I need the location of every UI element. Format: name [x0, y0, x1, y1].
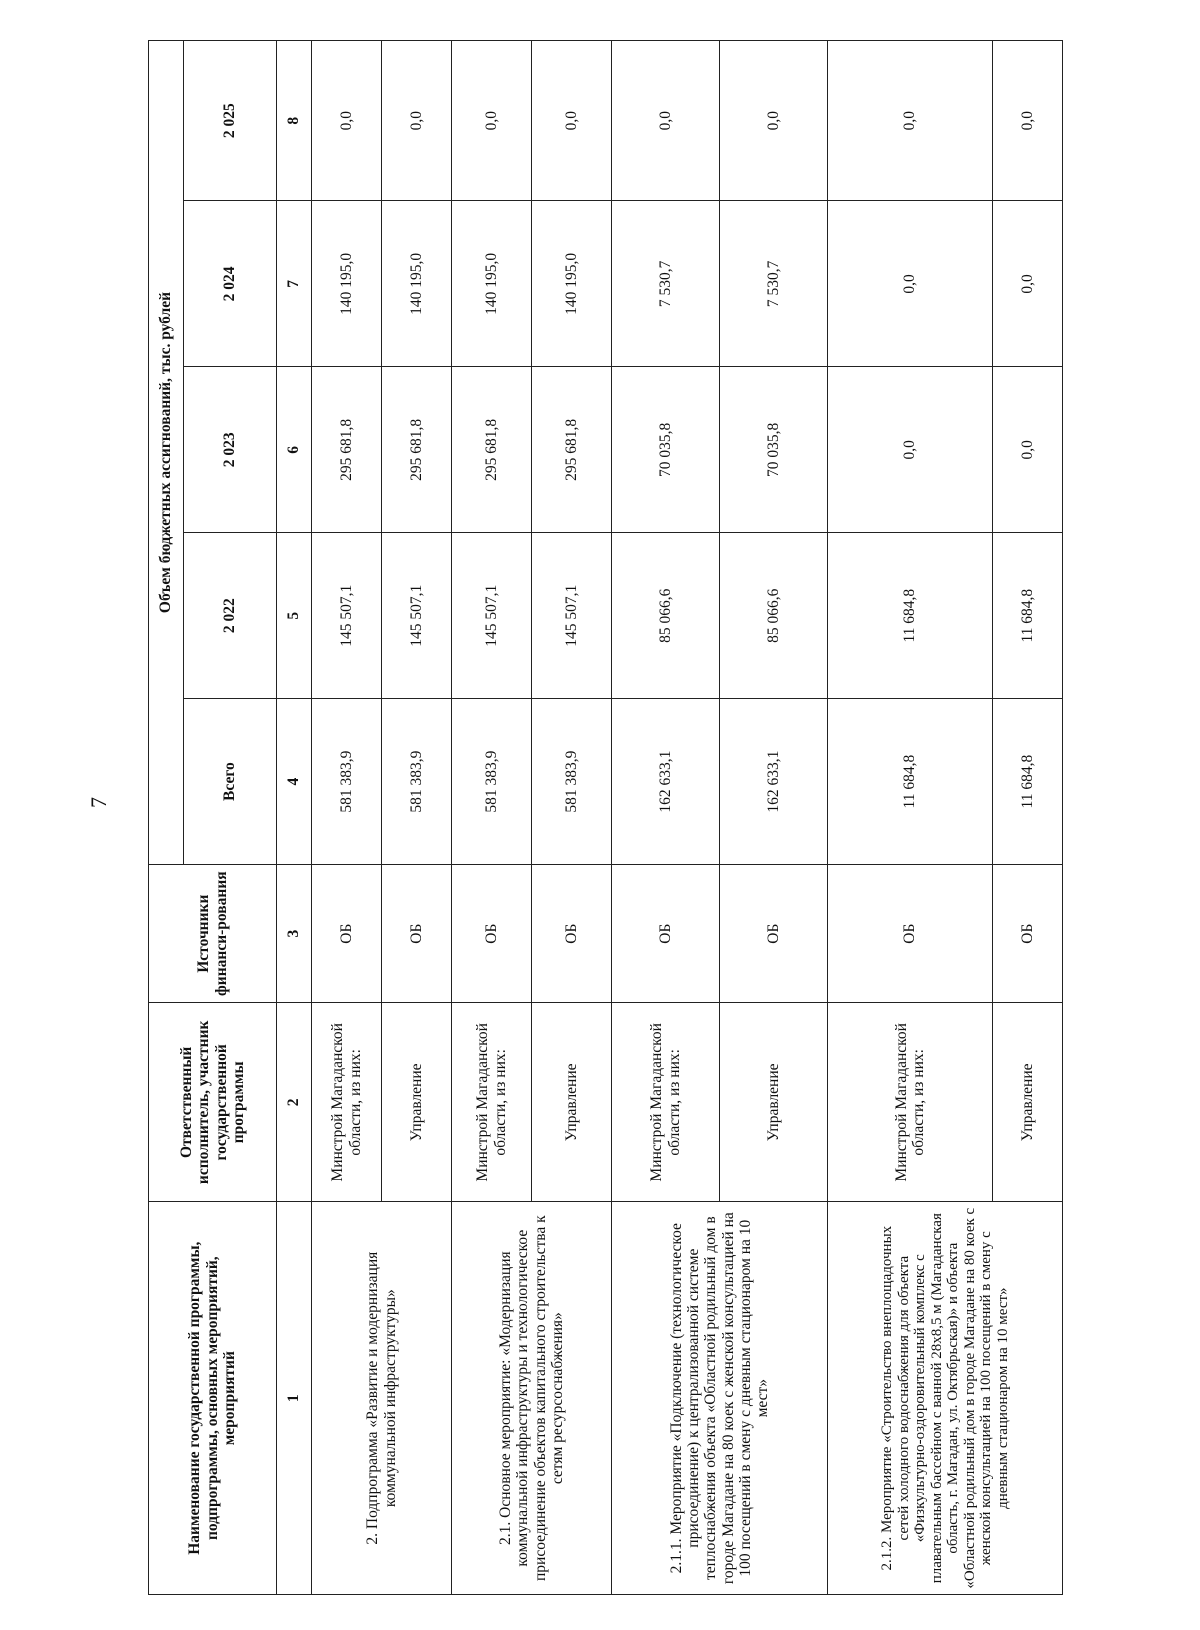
amount-2023: 70 035,8: [720, 367, 828, 533]
amount-2024: 140 195,0: [532, 201, 612, 367]
amount-2024: 7 530,7: [720, 201, 828, 367]
amount-2022: 145 507,1: [532, 533, 612, 699]
header-year-2024: 2 024: [184, 201, 277, 367]
amount-2023: 0,0: [828, 367, 993, 533]
executor: Минстрой Магаданской области, из них:: [828, 1003, 993, 1202]
header-name: Наименование государственной программы, подпрограммы, основных мероприятий, мероприятий: [149, 1202, 277, 1595]
amount-2022: 145 507,1: [312, 533, 382, 699]
executor: Управление: [532, 1003, 612, 1202]
funding-source: ОБ: [828, 865, 993, 1003]
table-row: [312, 41, 382, 1595]
funding-source: ОБ: [452, 865, 532, 1003]
amount-2025: 0,0: [612, 41, 720, 201]
budget-table: [148, 40, 1063, 1595]
amount-total: 162 633,1: [720, 699, 828, 865]
amount-2025: 0,0: [828, 41, 993, 201]
amount-2024: 0,0: [828, 201, 993, 367]
amount-2024: 140 195,0: [452, 201, 532, 367]
amount-2025: 0,0: [382, 41, 452, 201]
col-number: 2: [277, 1003, 312, 1202]
amount-2022: 11 684,8: [993, 533, 1063, 699]
amount-total: 581 383,9: [532, 699, 612, 865]
amount-2025: 0,0: [452, 41, 532, 201]
executor: Управление: [993, 1003, 1063, 1202]
executor: Управление: [382, 1003, 452, 1202]
table-row: [828, 41, 993, 1595]
header-source: Источники финанси-рования: [149, 865, 277, 1003]
amount-total: 581 383,9: [382, 699, 452, 865]
amount-2023: 295 681,8: [382, 367, 452, 533]
funding-source: ОБ: [312, 865, 382, 1003]
table-row: [452, 41, 532, 1595]
amount-total: 581 383,9: [312, 699, 382, 865]
amount-2025: 0,0: [312, 41, 382, 201]
header-executor: Ответственный исполнитель, участник государственной программы: [149, 1003, 277, 1202]
funding-source: ОБ: [993, 865, 1063, 1003]
program-name: 2.1.1. Мероприятие «Подключение (технологическое присоединение) к централизованной системе теплоснабжения объекта «Областной родильный дом в городе Магадане на 80 коек с женской консультацией на 100 посещений в смену с дневным стационаром на 10 мест»: [612, 1202, 828, 1595]
amount-2024: 7 530,7: [612, 201, 720, 367]
amount-2022: 11 684,8: [828, 533, 993, 699]
executor: Минстрой Магаданской области, из них:: [312, 1003, 382, 1202]
amount-2025: 0,0: [993, 41, 1063, 201]
amount-2022: 145 507,1: [382, 533, 452, 699]
amount-total: 162 633,1: [612, 699, 720, 865]
col-number: 5: [277, 533, 312, 699]
amount-2024: 0,0: [993, 201, 1063, 367]
program-name: 2.1. Основное мероприятие: «Модернизация коммунальной инфраструктуры и технологическое присоединение объектов капитального строительства к сетям ресурсоснабжения»: [452, 1202, 612, 1595]
amount-total: 11 684,8: [993, 699, 1063, 865]
funding-source: ОБ: [532, 865, 612, 1003]
amount-2023: 295 681,8: [452, 367, 532, 533]
header-year-2023: 2 023: [184, 367, 277, 533]
amount-2023: 295 681,8: [312, 367, 382, 533]
amount-total: 11 684,8: [828, 699, 993, 865]
amount-2022: 85 066,6: [720, 533, 828, 699]
col-number: 6: [277, 367, 312, 533]
amount-2023: 0,0: [993, 367, 1063, 533]
header-budget-group: Объем бюджетных ассигнований, тыс. рублей: [149, 41, 184, 865]
col-number: 4: [277, 699, 312, 865]
amount-2025: 0,0: [720, 41, 828, 201]
rotated-table-container: [148, 40, 1036, 1595]
executor: Минстрой Магаданской области, из них:: [452, 1003, 532, 1202]
executor: Управление: [720, 1003, 828, 1202]
program-name: 2.1.2. Мероприятие «Строительство внеплощадочных сетей холодного водоснабжения для объекта «Физкультурно-оздоровительный комплекс с плавательным бассейном с ванной 28х8,5 м (Магаданская область, г. Магадан, ул. Октябрьская)» и объекта «Областной родильный дом в городе Магадане на 80 коек с женской консультацией на 100 посещений в смену с дневным стационаром на 10 мест»: [828, 1202, 1063, 1595]
amount-2022: 85 066,6: [612, 533, 720, 699]
amount-2025: 0,0: [532, 41, 612, 201]
amount-2024: 140 195,0: [382, 201, 452, 367]
col-number: 8: [277, 41, 312, 201]
header-year-2025: 2 025: [184, 41, 277, 201]
col-number: 3: [277, 865, 312, 1003]
page-number: 7: [86, 797, 111, 808]
col-number: 7: [277, 201, 312, 367]
amount-2022: 145 507,1: [452, 533, 532, 699]
header-year-2022: 2 022: [184, 533, 277, 699]
funding-source: ОБ: [720, 865, 828, 1003]
amount-2023: 70 035,8: [612, 367, 720, 533]
funding-source: ОБ: [382, 865, 452, 1003]
program-name: 2. Подпрограмма «Развитие и модернизация коммунальной инфраструктуры»: [312, 1202, 452, 1595]
col-number: 1: [277, 1202, 312, 1595]
amount-2024: 140 195,0: [312, 201, 382, 367]
amount-2023: 295 681,8: [532, 367, 612, 533]
executor: Минстрой Магаданской области, из них:: [612, 1003, 720, 1202]
table-row: [612, 41, 720, 1595]
amount-total: 581 383,9: [452, 699, 532, 865]
funding-source: ОБ: [612, 865, 720, 1003]
header-total: Всего: [184, 699, 277, 865]
